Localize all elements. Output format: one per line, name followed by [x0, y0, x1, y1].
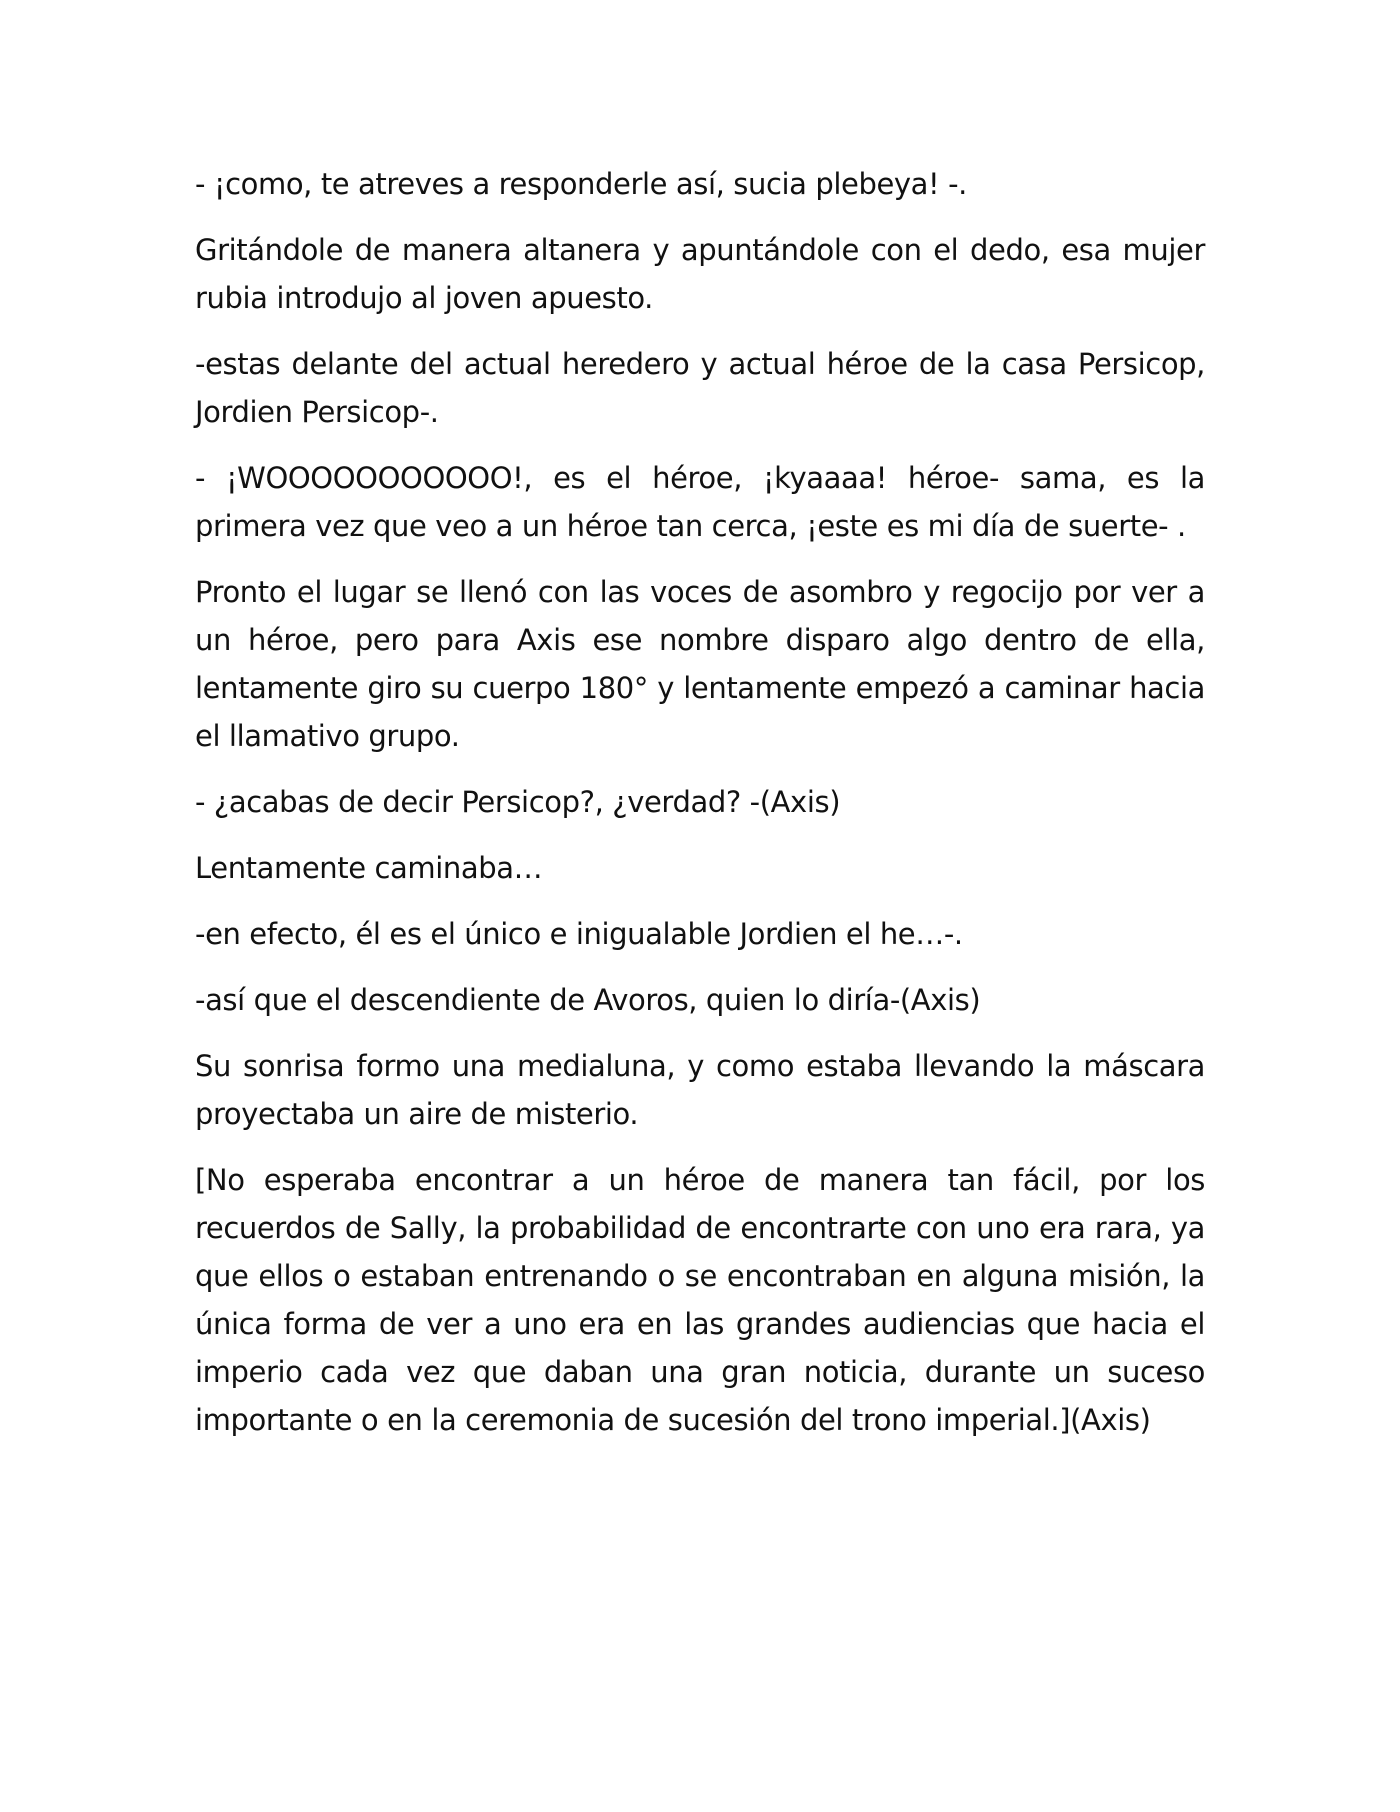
paragraph-6: - ¿acabas de decir Persicop?, ¿verdad? -(Axis): [195, 785, 841, 819]
paragraph-5: Pronto el lugar se llenó con las voces de asombro y regocijo por ver a un héroe, pero para Axis ese nombre disparo algo dentro de ella, lentamente giro su cuerpo 180° y lentamente empezó a caminar hacia el llamativo grupo.: [195, 575, 1205, 753]
paragraph-9: -así que el descendiente de Avoros, quien lo diría-(Axis): [195, 983, 981, 1017]
document-body: [195, 160, 1205, 1462]
paragraph-10: Su sonrisa formo una medialuna, y como estaba llevando la máscara proyectaba un aire de misterio.: [195, 1049, 1205, 1131]
paragraph-4: - ¡WOOOOOOOOOOO!, es el héroe, ¡kyaaaa! héroe- sama, es la primera vez que veo a un héroe tan cerca, ¡este es mi día de suerte- .: [195, 461, 1205, 543]
paragraph-1: - ¡como, te atreves a responderle así, sucia plebeya! -.: [195, 167, 967, 201]
paragraph-2: Gritándole de manera altanera y apuntándole con el dedo, esa mujer rubia introdujo al joven apuesto.: [195, 233, 1205, 315]
paragraph-3: -estas delante del actual heredero y actual héroe de la casa Persicop, Jordien Persicop-.: [195, 347, 1205, 429]
paragraph-8: -en efecto, él es el único e inigualable Jordien el he…-.: [195, 917, 963, 951]
paragraph-11: [No esperaba encontrar a un héroe de manera tan fácil, por los recuerdos de Sally, la probabilidad de encontrarte con uno era rara, ya que ellos o estaban entrenando o se encontraban en alguna misión, la única forma de ver a uno era en las grandes audiencias que hacia el imperio cada vez que daban una gran noticia, durante un suceso importante o en la ceremonia de sucesión del trono imperial.](Axis): [195, 1163, 1205, 1437]
paragraph-7: Lentamente caminaba…: [195, 851, 543, 885]
